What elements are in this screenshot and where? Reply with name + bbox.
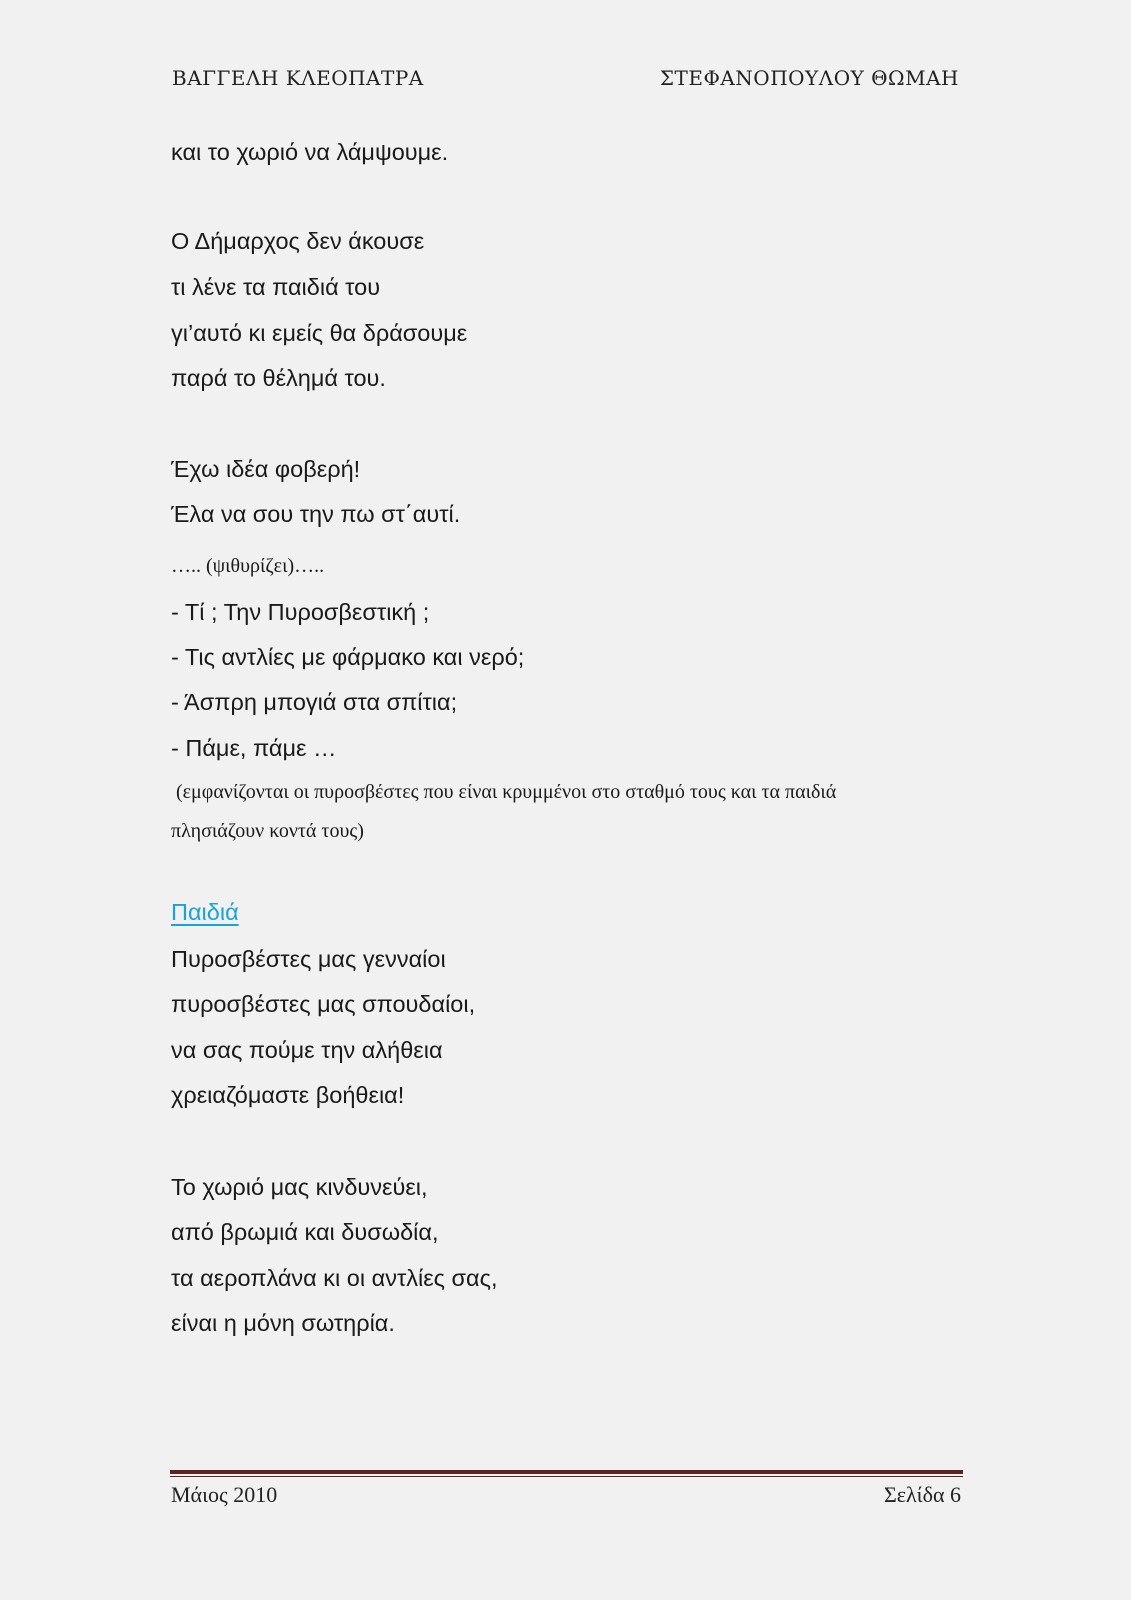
verse-line: είναι η μόνη σωτηρία. <box>171 1310 395 1336</box>
verse-line: τα αεροπλάνα κι οι αντλίες σας, <box>171 1265 498 1291</box>
stage-direction: ….. (ψιθυρίζει)….. <box>171 555 325 577</box>
verse-line: Ο Δήμαρχος δεν άκουσε <box>171 228 425 254</box>
verse-line: πυροσβέστες μας σπουδαίοι, <box>171 991 476 1017</box>
footer-divider <box>170 1470 963 1474</box>
stage-direction: πλησιάζουν κοντά τους) <box>171 820 364 842</box>
verse-line: και το χωριό να λάμψουμε. <box>171 139 449 165</box>
verse-line: Πυροσβέστες μας γενναίοι <box>171 946 446 972</box>
verse-line: Το χωριό μας κινδυνεύει, <box>171 1174 428 1200</box>
dialogue-line: - Τί ; Την Πυροσβεστική ; <box>171 599 430 625</box>
verse-line: από βρωμιά και δυσωδία, <box>171 1219 439 1245</box>
verse-line: Έχω ιδέα φοβερή! <box>171 456 361 482</box>
verse-line: γι’αυτό κι εμείς θα δράσουμε <box>171 320 468 346</box>
verse-line: Έλα να σου την πω στ΄αυτί. <box>171 501 461 527</box>
header-author-left: ΒΑΓΓΕΛΗ ΚΛΕΟΠΑΤΡΑ <box>172 66 424 90</box>
footer-divider-thin <box>170 1476 963 1477</box>
verse-line: παρά το θέλημά του. <box>171 365 386 391</box>
footer-page-number: Σελίδα 6 <box>883 1482 961 1507</box>
dialogue-line: - Πάμε, πάμε … <box>171 735 337 761</box>
verse-line: τι λένε τα παιδιά του <box>171 274 381 300</box>
dialogue-line: - Τις αντλίες με φάρμακο και νερό; <box>171 644 525 670</box>
footer-date: Μάιος 2010 <box>171 1482 278 1507</box>
verse-line: να σας πούμε την αλήθεια <box>171 1037 443 1063</box>
section-heading-children: Παιδιά <box>171 899 239 925</box>
header-author-right: ΣΤΕΦΑΝΟΠΟΥΛΟΥ ΘΩΜΑΗ <box>659 66 959 90</box>
stage-direction: (εμφανίζονται οι πυροσβέστες που είναι κρυμμένοι στο σταθμό τους και τα παιδιά <box>171 781 837 803</box>
verse-line: χρειαζόμαστε βοήθεια! <box>171 1082 405 1108</box>
dialogue-line: - Άσπρη μπογιά στα σπίτια; <box>171 689 458 715</box>
